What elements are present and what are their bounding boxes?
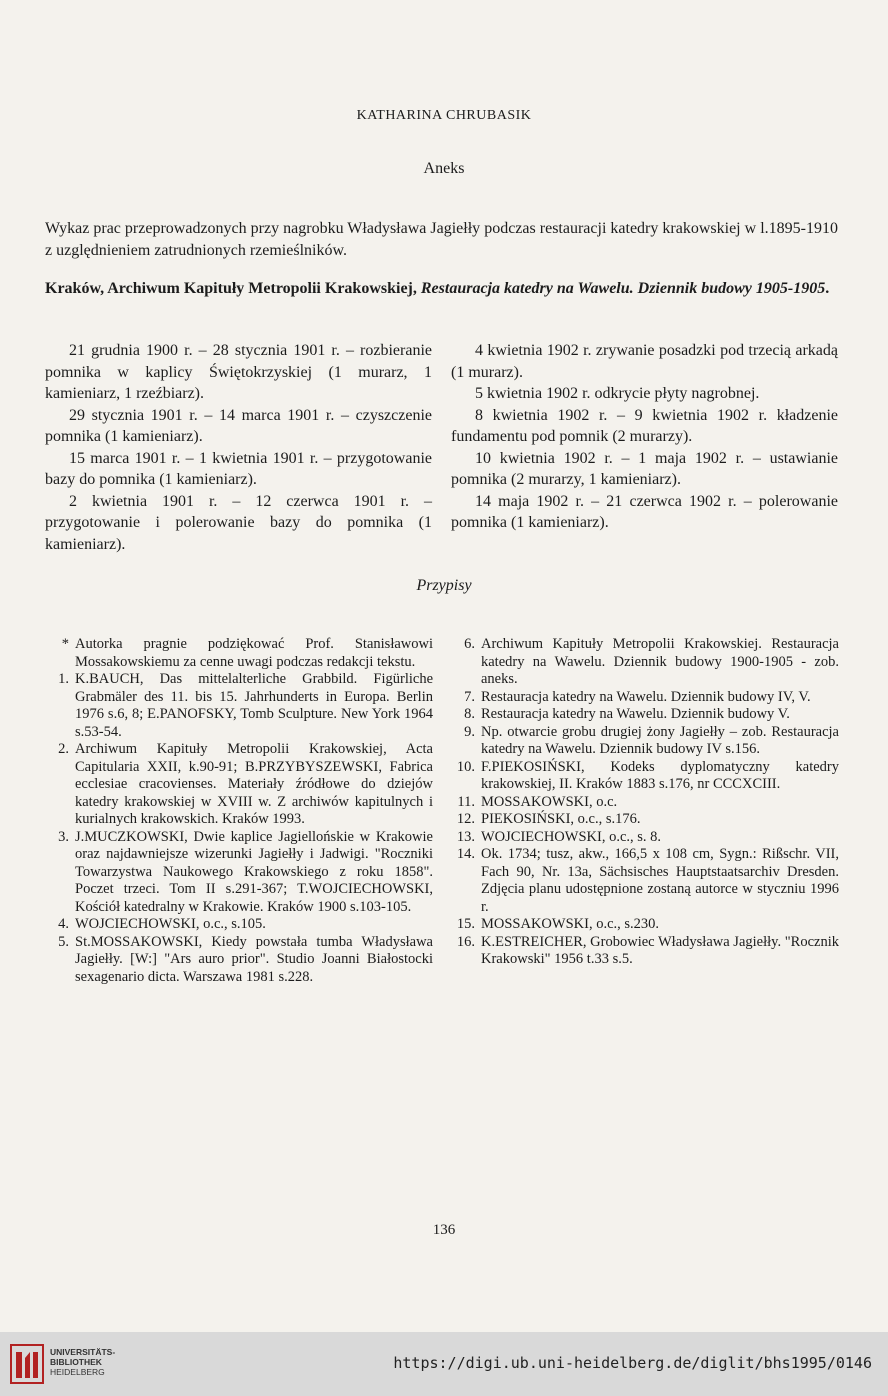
entry: 4 kwietnia 1902 r. zrywanie posadzki pod trzecią arkadą (1 murarz). xyxy=(451,342,838,381)
footnote-text: MOSSAKOWSKI, o.c., s.230. xyxy=(481,916,660,932)
footnote-number: 10. xyxy=(456,758,475,775)
notes-right-column xyxy=(451,636,839,969)
footnote-number: 5. xyxy=(58,933,69,950)
footnote xyxy=(45,934,433,987)
source-title: Restauracja katedry na Wawelu. Dziennik budowy 1905-1905 xyxy=(420,280,826,297)
permalink-url[interactable]: https://digi.ub.uni-heidelberg.de/diglit/bhs1995/0146 xyxy=(393,1354,872,1372)
library-name-line: UNIVERSITÄTS- xyxy=(50,1347,116,1357)
footnote-number: 6. xyxy=(464,636,475,652)
footnote-text: Autorka pragnie podziękować Prof. Stanisławowi Mossakowskiemu za cenne uwagi podczas redakcji tekstu. xyxy=(75,636,433,670)
running-header: KATHARINA CHRUBASIK xyxy=(356,108,532,123)
footnote-number: 2. xyxy=(58,741,69,757)
footnote-text: Ok. 1734; tusz, akw., 166,5 x 108 cm, Sygn.: Rißschr. VII, Fach 90, Nr. 13a, Sächsisches Hauptstaatsarchiv Dresden. Zdjęcia planu udostępnione zostaną autorce w styczniu 1996 r. xyxy=(481,846,839,915)
entry: 2 kwietnia 1901 r. – 12 czerwca 1901 r. – przygotowanie i polerowanie bazy do pomnika (1 kamieniarz). xyxy=(45,492,432,553)
source-suffix: . xyxy=(825,280,830,297)
footnote-number: 15. xyxy=(456,916,475,932)
entries-left-column xyxy=(45,340,432,555)
footnote-text: MOSSAKOWSKI, o.c. xyxy=(481,793,618,810)
entry: 8 kwietnia 1902 r. – 9 kwietnia 1902 r. kładzenie fundamentu pod pomnik (2 murarzy). xyxy=(451,406,838,445)
library-name-line: HEIDELBERG xyxy=(50,1367,105,1377)
footnote xyxy=(451,759,839,794)
footnote-text: St.MOSSAKOWSKI, Kiedy powstała tumba Władysława Jagiełły. [W:] "Ars auro prior". Studio Joanni Białostocki sexagenario dicta. Warszawa 1981 s.228. xyxy=(75,933,433,985)
footnote xyxy=(45,636,433,671)
viewer-footer xyxy=(0,1332,888,1396)
footnote-text: WOJCIECHOWSKI, o.c., s. 8. xyxy=(481,828,662,845)
footnote-number: 1. xyxy=(58,671,69,687)
footnote-text: Archiwum Kapituły Metropolii Krakowskiej. Restauracja katedry na Wawelu. Dziennik budowy 1900-1905 - zob. aneks. xyxy=(481,636,839,687)
footnote-text: J.MUCZKOWSKI, Dwie kaplice Jagiellońskie w Krakowie oraz najdawniejsze wizerunki Jagiełły i Jadwigi. "Roczniki Towarzystwa Naukowego Krakowskiego z roku 1858". Poczet trzeci. Tom II s.291-367; T.WOJCIECHOWSKI, Kościół katedralny w Krakowie. Kraków 1900 s.103-105. xyxy=(75,828,433,915)
footnote-number: 3. xyxy=(58,828,69,845)
entry: 29 stycznia 1901 r. – 14 marca 1901 r. – czyszczenie pomnika (1 kamieniarz). xyxy=(45,406,432,445)
footnote xyxy=(451,846,839,916)
footnote-number: 11. xyxy=(457,793,475,810)
footnote xyxy=(451,829,839,847)
footnote-number: 14. xyxy=(456,846,475,862)
library-name-line: BIBLIOTHEK xyxy=(50,1357,102,1367)
footnote-number: 7. xyxy=(464,688,475,705)
notes-title: Przypisy xyxy=(416,577,472,594)
footnote xyxy=(45,741,433,829)
footnote xyxy=(451,636,839,689)
footnote-text: Np. otwarcie grobu drugiej żony Jagiełły – zob. Restauracja katedry na Wawelu. Dziennik budowy IV s.156. xyxy=(481,723,839,757)
footnote xyxy=(45,916,433,934)
footnote-text: Restauracja katedry na Wawelu. Dziennik budowy IV, V. xyxy=(481,688,811,705)
footnote xyxy=(451,811,839,829)
notes-left-column xyxy=(45,636,433,986)
footnote xyxy=(45,671,433,741)
source-prefix: Kraków, Archiwum Kapituły Metropolii Krakowskiej, xyxy=(45,280,421,297)
entries-right-column xyxy=(451,340,838,534)
page-number: 136 xyxy=(432,1222,456,1238)
footnote xyxy=(451,724,839,759)
source-line xyxy=(45,278,838,300)
footnote xyxy=(451,689,839,707)
footnote-number: * xyxy=(61,636,69,652)
footnote-text: PIEKOSIŃSKI, o.c., s.176. xyxy=(481,811,641,827)
footnote-text: K.ESTREICHER, Grobowiec Władysława Jagiełły. "Rocznik Krakowski" 1956 t.33 s.5. xyxy=(481,933,839,967)
footnote-number: 12. xyxy=(456,811,475,827)
section-title: Aneks xyxy=(423,160,465,177)
footnote-number: 9. xyxy=(464,723,475,740)
library-name xyxy=(50,1347,115,1377)
footnote-text: F.PIEKOSIŃSKI, Kodeks dyplomatyczny katedry krakowskiej, II. Kraków 1883 s.176, nr CCCXCIII. xyxy=(481,758,839,792)
footnote-number: 8. xyxy=(464,706,475,722)
footnote-number: 16. xyxy=(456,933,475,950)
footnote-text: WOJCIECHOWSKI, o.c., s.105. xyxy=(75,916,266,932)
entry: 14 maja 1902 r. – 21 czerwca 1902 r. – polerowanie pomnika (1 kamieniarz). xyxy=(451,492,838,531)
footnote-text: Restauracja katedry na Wawelu. Dziennik budowy V. xyxy=(481,706,790,722)
footnote xyxy=(451,794,839,812)
footnote-number: 13. xyxy=(456,828,475,845)
footnote xyxy=(451,916,839,934)
footnote-text: K.BAUCH, Das mittelalterliche Grabbild. Figürliche Grabmäler des 11. bis 15. Jahrhunderts in Europa. Berlin 1976 s.6, 8; E.PANOFSKY, Tomb Sculpture. New York 1964 s.53-54. xyxy=(75,671,433,740)
footnote xyxy=(451,934,839,969)
entry: 21 grudnia 1900 r. – 28 stycznia 1901 r. – rozbieranie pomnika w kaplicy Świętokrzyskiej (1 murarz, 1 kamieniarz, 1 rzeźbiarz). xyxy=(45,342,432,402)
footnote-number: 4. xyxy=(58,916,69,932)
entry: 15 marca 1901 r. – 1 kwietnia 1901 r. – przygotowanie bazy do pomnika (1 kamieniarz). xyxy=(45,449,432,488)
footnote-text: Archiwum Kapituły Metropolii Krakowskiej, Acta Capitularia XXII, k.90-91; B.PRZYBYSZEWSKI, Fabrica ecclesiae cracovienses. Materiały źródłowe do dziejów katedry krakowskiej w XVIII w. Z archiwów kapitulnych i kurialnych krakowskich. Kraków 1993. xyxy=(75,741,433,827)
footnote xyxy=(45,829,433,917)
entry: 10 kwietnia 1902 r. – 1 maja 1902 r. – ustawianie pomnika (2 murarzy, 1 kamieniarz). xyxy=(451,449,838,488)
intro-paragraph: Wykaz prac przeprowadzonych przy nagrobku Władysława Jagiełły podczas restauracji katedry krakowskiej w l.1895-1910 z uzględnieniem zatrudnionych rzemieślników. xyxy=(45,220,838,259)
library-logo-icon[interactable] xyxy=(10,1344,44,1384)
entry: 5 kwietnia 1902 r. odkrycie płyty nagrobnej. xyxy=(475,385,760,402)
footnote xyxy=(451,706,839,724)
